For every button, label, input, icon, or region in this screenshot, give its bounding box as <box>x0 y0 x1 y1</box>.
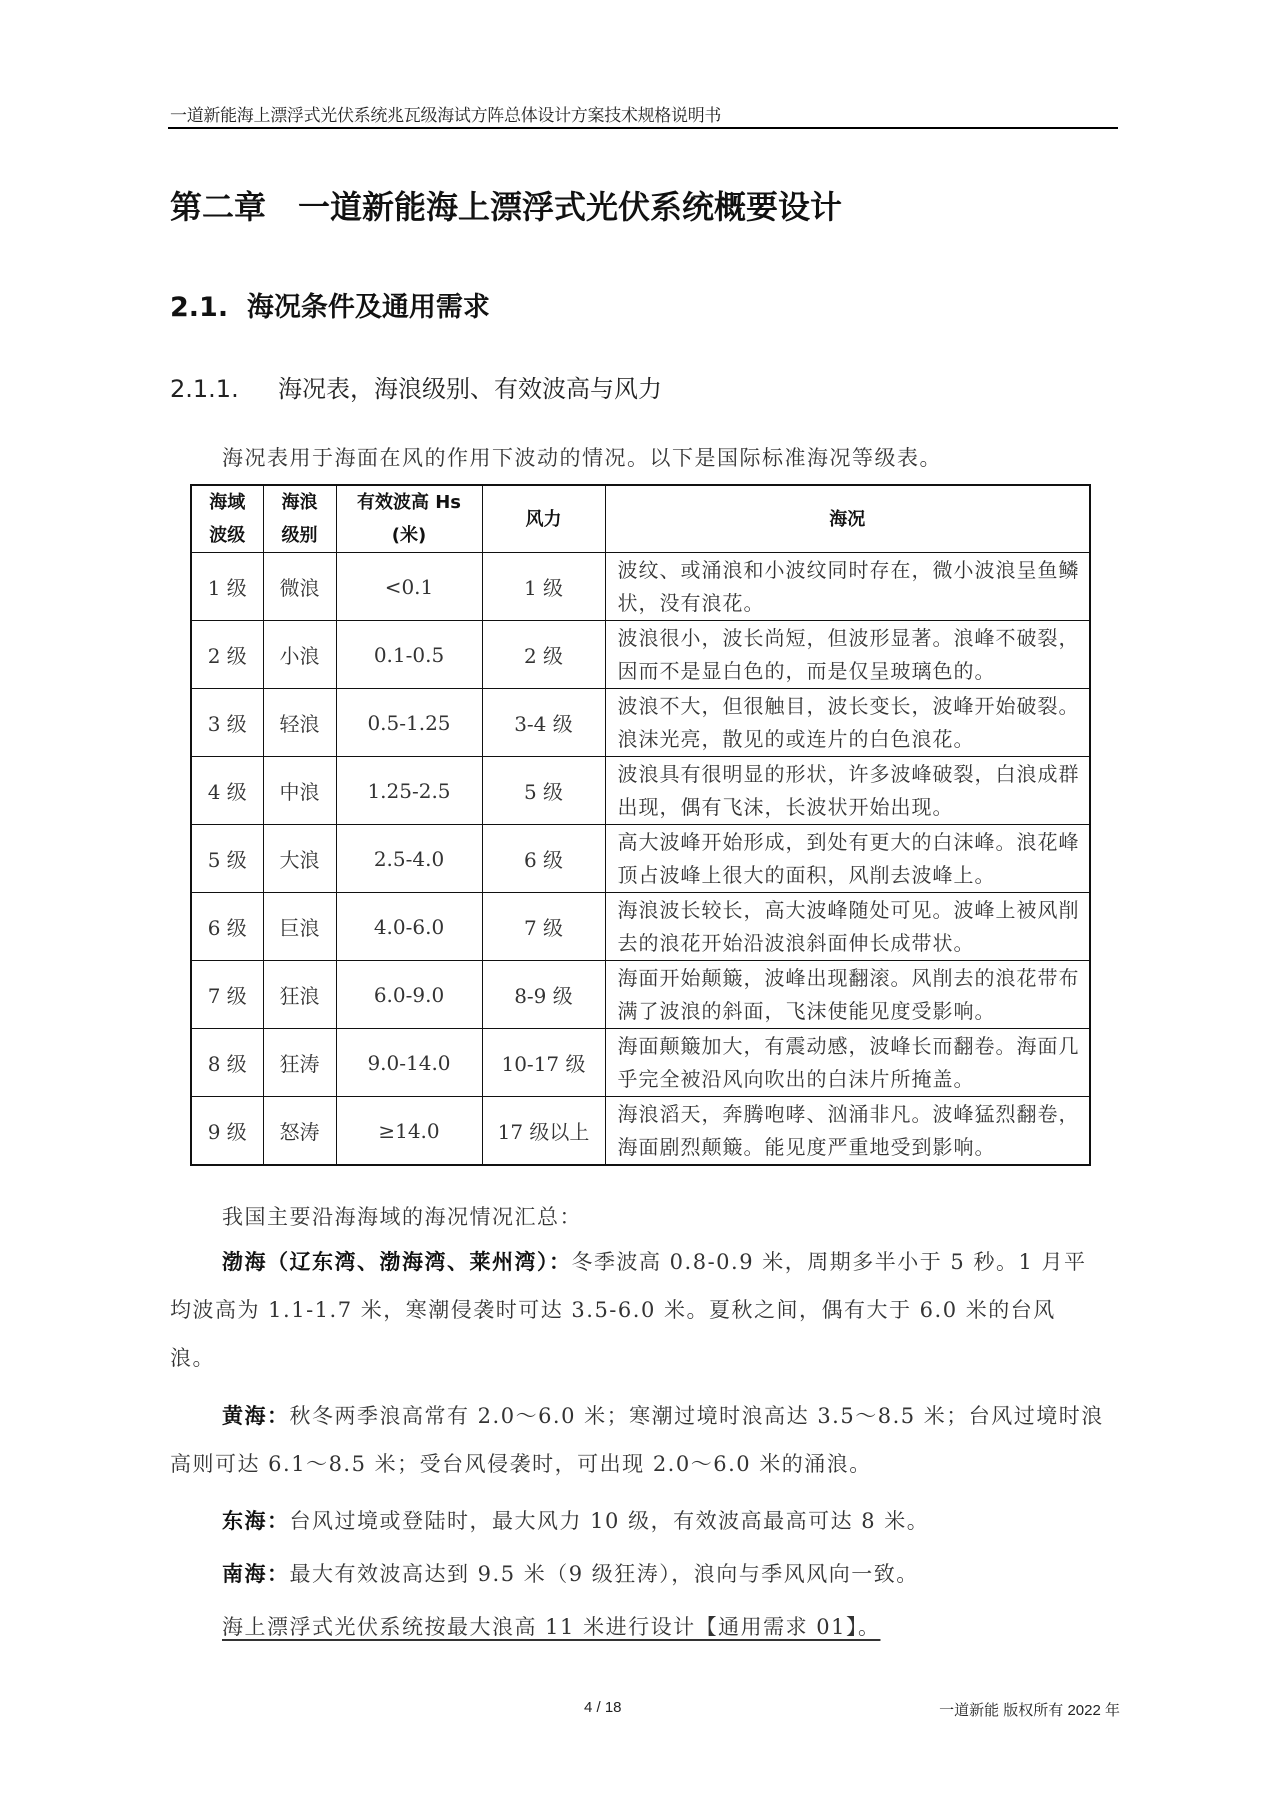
cell-sea-grade: 8 级 <box>191 1029 263 1097</box>
cell-sea-condition: 海面颠簸加大，有震动感，波峰长而翻卷。海面几乎完全被沿风向吹出的白沫片所掩盖。 <box>605 1029 1090 1097</box>
subsection-number: 2.1.1. <box>170 375 239 403</box>
header-sea-grade: 海域 波级 <box>191 485 263 553</box>
cell-wind-force: 6 级 <box>482 825 605 893</box>
cell-sea-condition: 海浪波长较长，高大波峰随处可见。波峰上被风削去的浪花开始沿波浪斜面伸长成带状。 <box>605 893 1090 961</box>
header-wind-force: 风力 <box>482 485 605 553</box>
summary-bohai <box>170 1238 1100 1382</box>
region-text: 台风过境或登陆时，最大风力 10 级，有效波高最高可达 8 米。 <box>289 1509 930 1533</box>
chapter-title: 第二章 一道新能海上漂浮式光伏系统概要设计 <box>170 188 843 226</box>
cell-sea-grade: 5 级 <box>191 825 263 893</box>
cell-wave-level: 怒涛 <box>263 1097 336 1166</box>
design-requirement: 海上漂浮式光伏系统按最大浪高 11 米进行设计【通用需求 01】。 <box>222 1615 881 1639</box>
summary-nanhai <box>222 1550 919 1598</box>
header-sea-condition: 海况 <box>605 485 1090 553</box>
cell-wind-force: 8-9 级 <box>482 961 605 1029</box>
cell-wave-height: 2.5-4.0 <box>336 825 482 893</box>
cell-wave-level: 微浪 <box>263 553 336 621</box>
cell-wave-height: 6.0-9.0 <box>336 961 482 1029</box>
region-label: 东海： <box>222 1508 290 1533</box>
cell-wave-level: 大浪 <box>263 825 336 893</box>
cell-wind-force: 2 级 <box>482 621 605 689</box>
page-number: 4 / 18 <box>584 1699 622 1716</box>
region-label: 黄海： <box>222 1403 290 1428</box>
running-header: 一道新能海上漂浮式光伏系统兆瓦级海试方阵总体设计方案技术规格说明书 <box>170 106 722 125</box>
cell-wind-force: 1 级 <box>482 553 605 621</box>
cell-wind-force: 3-4 级 <box>482 689 605 757</box>
intro-paragraph: 海况表用于海面在风的作用下波动的情况。以下是国际标准海况等级表。 <box>222 446 942 470</box>
cell-wave-height: 9.0-14.0 <box>336 1029 482 1097</box>
cell-wave-level: 轻浪 <box>263 689 336 757</box>
cell-wave-height: 4.0-6.0 <box>336 893 482 961</box>
cell-wave-level: 中浪 <box>263 757 336 825</box>
cell-wind-force: 10-17 级 <box>482 1029 605 1097</box>
summary-huanghai <box>170 1392 1110 1488</box>
cell-sea-condition: 高大波峰开始形成，到处有更大的白沫峰。浪花峰顶占波峰上很大的面积，风削去波峰上。 <box>605 825 1090 893</box>
header-divider <box>168 127 1118 129</box>
table-row <box>191 1029 1090 1097</box>
cell-sea-grade: 2 级 <box>191 621 263 689</box>
region-text: 最大有效波高达到 9.5 米（9 级狂涛），浪向与季风风向一致。 <box>289 1562 919 1586</box>
subsection-title <box>170 369 662 404</box>
sea-state-table <box>190 484 1091 1166</box>
cell-wave-level: 小浪 <box>263 621 336 689</box>
table-row <box>191 961 1090 1029</box>
region-text: 冬季波高 0.8-0.9 米，周期多半小于 5 秒。1 月平均波高为 1.1-1.7 米，寒潮侵袭时可达 3.5-6.0 米。夏秋之间，偶有大于 6.0 米的台风浪。 <box>170 1250 1087 1370</box>
summary-label: 我国主要沿海海域的海况情况汇总： <box>222 1205 582 1229</box>
cell-sea-condition: 海面开始颠簸，波峰出现翻滚。风削去的浪花带布满了波浪的斜面，飞沫使能见度受影响。 <box>605 961 1090 1029</box>
section-title: 2.1. 海况条件及通用需求 <box>170 292 490 323</box>
cell-sea-grade: 3 级 <box>191 689 263 757</box>
cell-sea-grade: 1 级 <box>191 553 263 621</box>
table-row <box>191 757 1090 825</box>
cell-sea-condition: 波浪不大，但很触目，波长变长，波峰开始破裂。浪沫光亮，散见的或连片的白色浪花。 <box>605 689 1090 757</box>
cell-wave-level: 狂浪 <box>263 961 336 1029</box>
cell-wave-level: 巨浪 <box>263 893 336 961</box>
cell-wind-force: 17 级以上 <box>482 1097 605 1166</box>
table-row <box>191 1097 1090 1166</box>
cell-sea-grade: 7 级 <box>191 961 263 1029</box>
region-text: 秋冬两季浪高常有 2.0～6.0 米；寒潮过境时浪高达 3.5～8.5 米；台风过境时浪高则可达 6.1～8.5 米；受台风侵袭时，可出现 2.0～6.0 米的涌浪。 <box>170 1404 1104 1476</box>
table-row <box>191 893 1090 961</box>
cell-wave-height: 1.25-2.5 <box>336 757 482 825</box>
cell-wave-level: 狂涛 <box>263 1029 336 1097</box>
cell-sea-condition: 海浪滔天，奔腾咆哮、汹涌非凡。波峰猛烈翻卷，海面剧烈颠簸。能见度严重地受到影响。 <box>605 1097 1090 1166</box>
cell-wave-height: ≥14.0 <box>336 1097 482 1166</box>
cell-sea-condition: 波纹、或涌浪和小波纹同时存在，微小波浪呈鱼鳞状，没有浪花。 <box>605 553 1090 621</box>
region-label: 渤海（辽东湾、渤海湾、莱州湾）： <box>222 1249 572 1274</box>
header-wave-level: 海浪 级别 <box>263 485 336 553</box>
cell-wave-height: 0.5-1.25 <box>336 689 482 757</box>
table-header-row <box>191 485 1090 553</box>
header-significant-wave-height: 有效波高 Hs (米) <box>336 485 482 553</box>
cell-wind-force: 7 级 <box>482 893 605 961</box>
cell-wind-force: 5 级 <box>482 757 605 825</box>
subsection-text: 海况表，海浪级别、有效波高与风力 <box>278 375 662 403</box>
cell-wave-height: 0.1-0.5 <box>336 621 482 689</box>
cell-sea-grade: 9 级 <box>191 1097 263 1166</box>
cell-wave-height: <0.1 <box>336 553 482 621</box>
table-row <box>191 689 1090 757</box>
cell-sea-grade: 4 级 <box>191 757 263 825</box>
cell-sea-condition: 波浪很小，波长尚短，但波形显著。浪峰不破裂，因而不是显白色的，而是仅呈玻璃色的。 <box>605 621 1090 689</box>
cell-sea-condition: 波浪具有很明显的形状，许多波峰破裂，白浪成群出现，偶有飞沫，长波状开始出现。 <box>605 757 1090 825</box>
table-row <box>191 825 1090 893</box>
cell-sea-grade: 6 级 <box>191 893 263 961</box>
region-label: 南海： <box>222 1561 290 1586</box>
table-row <box>191 621 1090 689</box>
summary-donghai <box>222 1497 929 1545</box>
table-row <box>191 553 1090 621</box>
footer-copyright: 一道新能 版权所有 2022 年 <box>939 1702 1120 1719</box>
